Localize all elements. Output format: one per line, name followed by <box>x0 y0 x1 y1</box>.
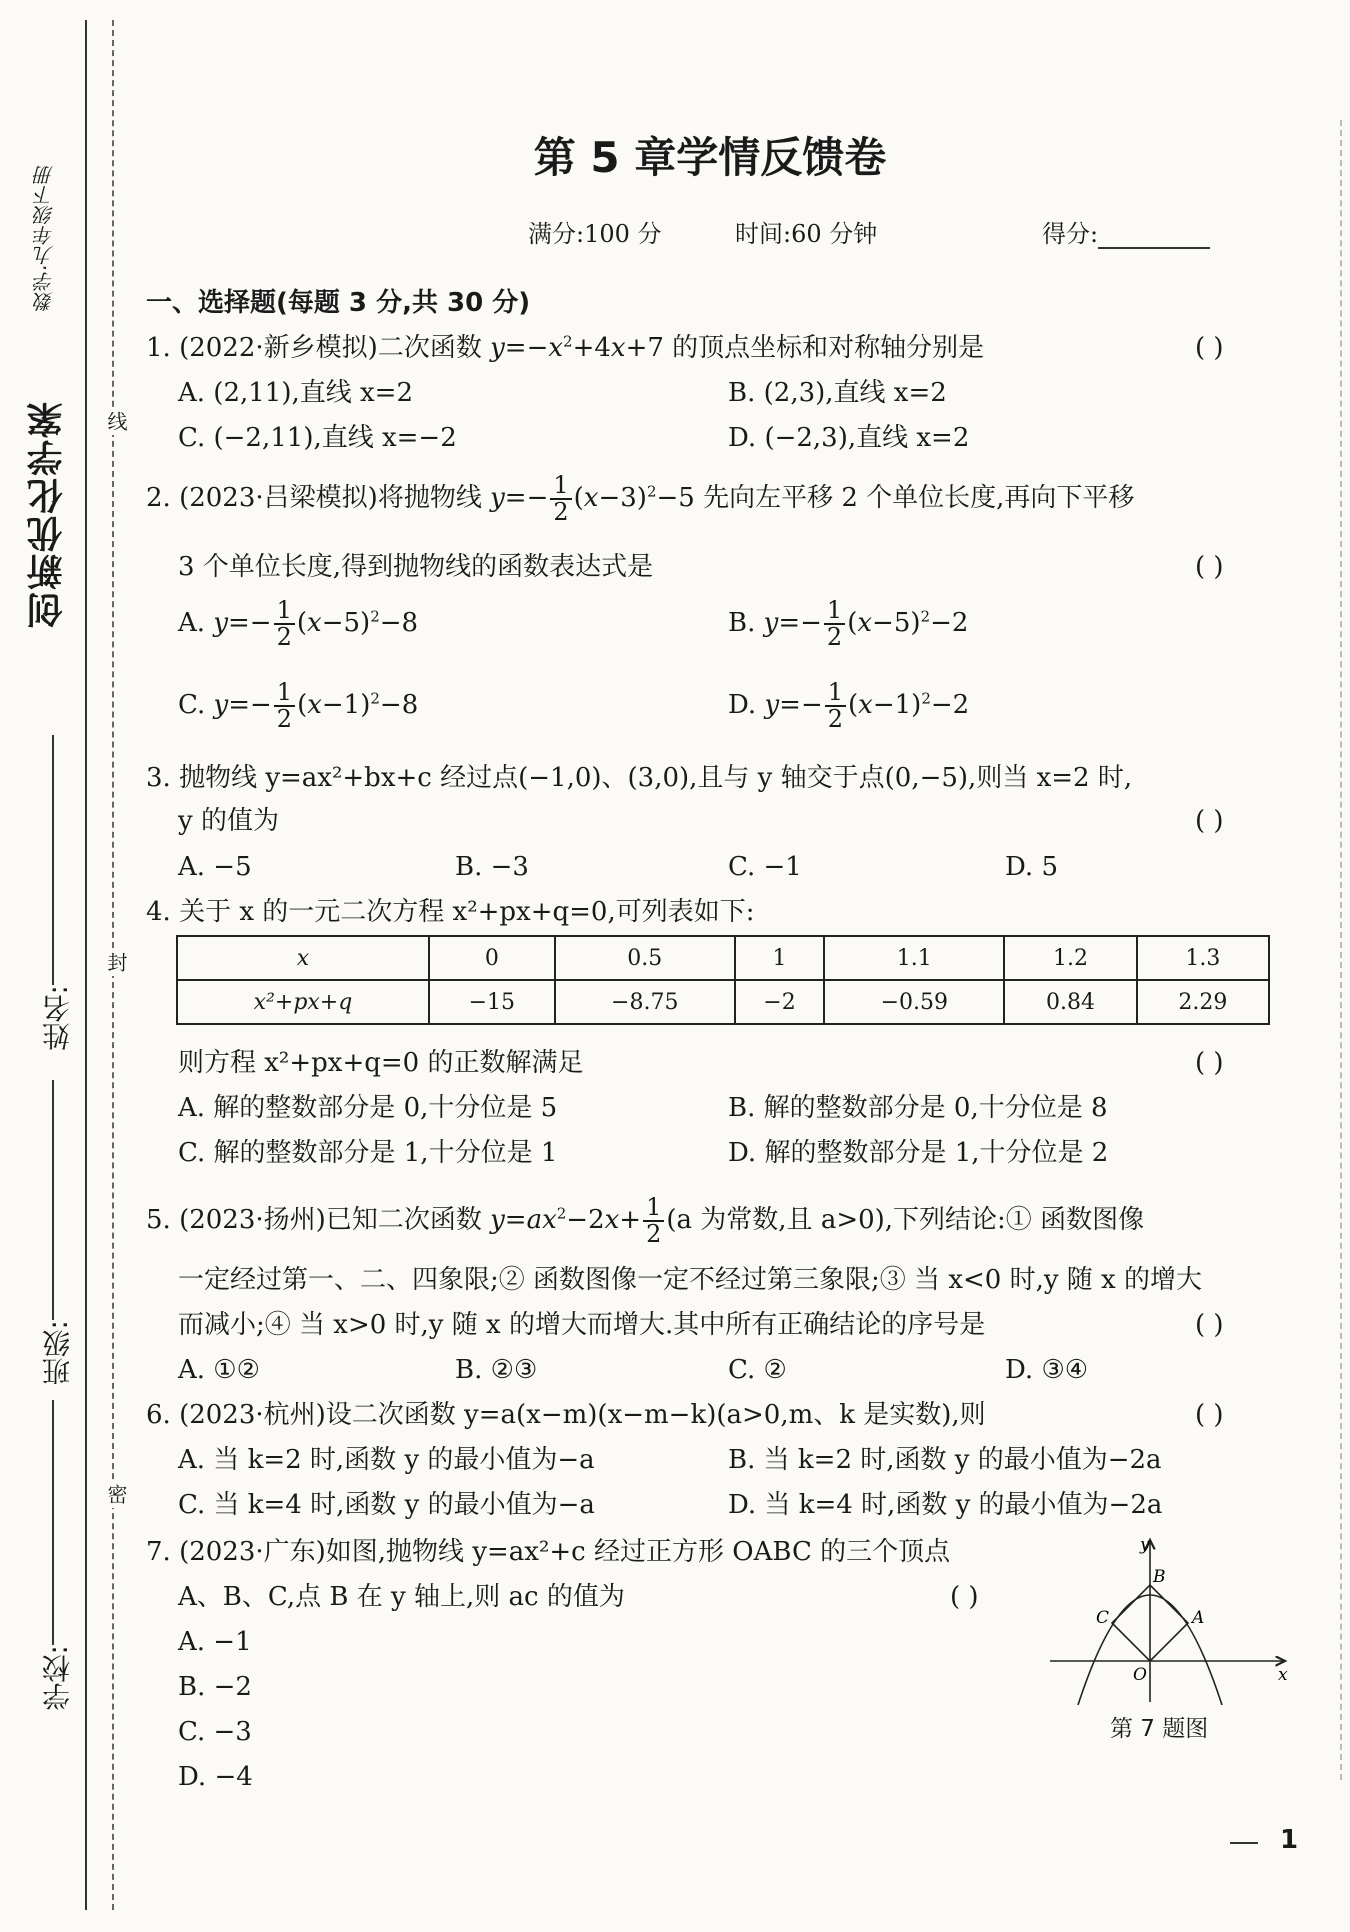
q3-option-c[interactable]: C. −1 <box>728 852 802 882</box>
table-cell: −2 <box>735 980 824 1024</box>
table-cell: 0 <box>429 936 555 980</box>
q5-stem-line2: 一定经过第一、二、四象限;② 函数图像一定不经过第三象限;③ 当 x<0 时,y 随 x 的增大 <box>178 1265 1202 1295</box>
figure-label-c: C <box>1096 1608 1110 1628</box>
q4-table <box>176 935 1270 1025</box>
table-cell: x <box>177 936 429 980</box>
q1-option-d[interactable]: D. (−2,3),直线 x=2 <box>728 423 970 453</box>
class-field[interactable] <box>52 1080 54 1320</box>
figure-label-b: B <box>1153 1567 1166 1587</box>
page-number: 1 <box>1280 1825 1299 1855</box>
right-dashed-line <box>1340 120 1342 1780</box>
table-cell: 1.2 <box>1004 936 1136 980</box>
brand-logo: 创新优化学案 <box>27 400 68 628</box>
figure-label-a: A <box>1192 1608 1205 1628</box>
seal-feng-mark: 封 <box>102 948 131 976</box>
q7-answer-blank[interactable]: ( ) <box>950 1582 979 1612</box>
table-cell: 1.1 <box>824 936 1004 980</box>
table-cell: x²+px+q <box>177 980 429 1024</box>
table-row <box>177 936 1269 980</box>
q6-option-a[interactable]: A. 当 k=2 时,函数 y 的最小值为−a <box>178 1445 595 1475</box>
q5-option-c[interactable]: C. ② <box>728 1355 787 1385</box>
q1-option-b[interactable]: B. (2,3),直线 x=2 <box>728 378 947 408</box>
q3-option-b[interactable]: B. −3 <box>455 852 529 882</box>
q1-option-a[interactable]: A. (2,11),直线 x=2 <box>178 378 414 408</box>
q5-option-a[interactable]: A. ①② <box>178 1355 260 1385</box>
q4-answer-blank[interactable]: ( ) <box>1195 1048 1224 1078</box>
q4-option-a[interactable]: A. 解的整数部分是 0,十分位是 5 <box>178 1093 558 1123</box>
class-label: 班级: <box>41 1320 74 1386</box>
table-cell: 2.29 <box>1137 980 1269 1024</box>
table-cell: −0.59 <box>824 980 1004 1024</box>
q2-option-a[interactable]: A. y=− $\frac{1}{2}$ $(x-5)^2-8$ <box>178 596 419 652</box>
q2-stem-line2: 3 个单位长度,得到抛物线的函数表达式是 <box>178 552 654 582</box>
table-cell: −8.75 <box>555 980 735 1024</box>
seal-mi-mark: 密 <box>102 1480 131 1508</box>
school-field[interactable] <box>52 1400 54 1645</box>
table-cell: −15 <box>429 980 555 1024</box>
q4-stem-line2: 则方程 x²+px+q=0 的正数解满足 <box>178 1048 584 1078</box>
page-number-dash <box>1230 1842 1258 1844</box>
q5-option-b[interactable]: B. ②③ <box>455 1355 538 1385</box>
time-limit: 时间:60 分钟 <box>735 220 878 248</box>
table-cell: 0.5 <box>555 936 735 980</box>
table-cell: 0.84 <box>1004 980 1136 1024</box>
q7-option-a[interactable]: A. −1 <box>178 1627 252 1657</box>
q7-figure-caption: 第 7 题图 <box>1110 1716 1209 1742</box>
q7-option-d[interactable]: D. −4 <box>178 1762 253 1792</box>
margin-solid-line <box>85 20 87 1910</box>
q3-option-d[interactable]: D. 5 <box>1005 852 1058 882</box>
q6-stem: 6. (2023·杭州)设二次函数 y=a(x−m)(x−m−k)(a>0,m、k 是实数),则 <box>146 1400 986 1430</box>
score-field[interactable] <box>1098 223 1210 249</box>
subject-label: 数学·九年级下册 <box>33 165 57 312</box>
q4-option-d[interactable]: D. 解的整数部分是 1,十分位是 2 <box>728 1138 1109 1168</box>
q5-option-d[interactable]: D. ③④ <box>1005 1355 1089 1385</box>
q5-stem: 5. (2023·扬州)已知二次函数 $y=ax^2-2x+$ $\frac{1}{2}$ (a 为常数,且 a>0),下列结论:① 函数图像 <box>146 1193 1145 1249</box>
q3-stem: 3. 抛物线 y=ax²+bx+c 经过点(−1,0)、(3,0),且与 y 轴交于点(0,−5),则当 x=2 时, <box>146 763 1133 793</box>
figure-label-x: x <box>1278 1665 1288 1685</box>
section-heading: 一、选择题(每题 3 分,共 30 分) <box>146 288 531 318</box>
page-title: 第 5 章学情反馈卷 <box>533 133 887 182</box>
q6-option-c[interactable]: C. 当 k=4 时,函数 y 的最小值为−a <box>178 1490 595 1520</box>
table-cell: 1 <box>735 936 824 980</box>
q1-option-c[interactable]: C. (−2,11),直线 x=−2 <box>178 423 457 453</box>
q4-option-b[interactable]: B. 解的整数部分是 0,十分位是 8 <box>728 1093 1108 1123</box>
q2-option-d[interactable]: D. y=− $\frac{1}{2}$ $(x-1)^2-2$ <box>728 678 970 734</box>
figure-label-y: y <box>1140 1535 1150 1555</box>
q7-stem: 7. (2023·广东)如图,抛物线 y=ax²+c 经过正方形 OABC 的三个顶点 <box>146 1537 951 1567</box>
school-label: 学校: <box>41 1645 74 1711</box>
score-label: 得分: <box>1042 214 1210 249</box>
figure-label-o: O <box>1133 1665 1147 1685</box>
table-cell: 1.3 <box>1137 936 1269 980</box>
name-label: 姓名: <box>41 985 74 1051</box>
q5-answer-blank[interactable]: ( ) <box>1195 1310 1224 1340</box>
q6-answer-blank[interactable]: ( ) <box>1195 1400 1224 1430</box>
q1-answer-blank[interactable]: ( ) <box>1195 333 1224 363</box>
table-row <box>177 980 1269 1024</box>
q3-answer-blank[interactable]: ( ) <box>1195 806 1224 836</box>
q7-stem-line2: A、B、C,点 B 在 y 轴上,则 ac 的值为 <box>178 1582 625 1612</box>
full-score: 满分:100 分 <box>528 220 662 248</box>
q7-option-b[interactable]: B. −2 <box>178 1672 252 1702</box>
q7-parabola-figure <box>1040 1530 1300 1705</box>
q6-option-d[interactable]: D. 当 k=4 时,函数 y 的最小值为−2a <box>728 1490 1163 1520</box>
q4-stem: 4. 关于 x 的一元二次方程 x²+px+q=0,可列表如下: <box>146 897 755 927</box>
q2-answer-blank[interactable]: ( ) <box>1195 552 1224 582</box>
seal-line-mark: 线 <box>102 407 131 435</box>
q2-option-b[interactable]: B. y=− $\frac{1}{2}$ $(x-5)^2-2$ <box>728 596 969 652</box>
q2-stem: 2. (2023·吕梁模拟)将抛物线 y=− $\frac{1}{2}$ $(x-3)^2-5$ 先向左平移 2 个单位长度,再向下平移 <box>146 471 1135 527</box>
q7-option-c[interactable]: C. −3 <box>178 1717 252 1747</box>
q3-option-a[interactable]: A. −5 <box>178 852 252 882</box>
q6-option-b[interactable]: B. 当 k=2 时,函数 y 的最小值为−2a <box>728 1445 1162 1475</box>
q3-stem-line2: y 的值为 <box>178 806 279 836</box>
q1-stem: 1. (2022·新乡模拟)二次函数 $y=-x^2+4x+7$ 的顶点坐标和对称轴分别是 <box>146 332 985 363</box>
q4-option-c[interactable]: C. 解的整数部分是 1,十分位是 1 <box>178 1138 558 1168</box>
q2-option-c[interactable]: C. y=− $\frac{1}{2}$ $(x-1)^2-8$ <box>178 678 419 734</box>
name-field[interactable] <box>52 735 54 985</box>
q5-stem-line3: 而减小;④ 当 x>0 时,y 随 x 的增大而增大.其中所有正确结论的序号是 <box>178 1310 986 1340</box>
